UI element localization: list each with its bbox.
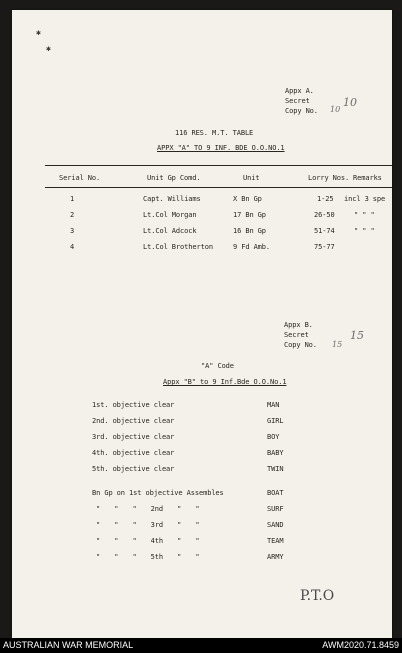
appx-b-line2: Secret — [284, 331, 309, 339]
cell-lorry-nos: 1-25 — [317, 195, 334, 203]
cell-serial: 3 — [70, 227, 75, 235]
appx-a-line3: Copy No. — [285, 107, 318, 115]
code-item-label: 4th. objective clear — [92, 449, 175, 457]
code-title: "A" Code — [201, 362, 234, 370]
document-page — [12, 10, 392, 638]
table-title: 116 RES. M.T. TABLE — [175, 129, 254, 137]
cell-remarks: " " " — [354, 227, 375, 235]
appx-a-copy-number-faint: 10 — [330, 105, 341, 114]
col-header-unit-gp-comd: Unit Gp Comd. — [147, 174, 201, 182]
code-item-word: GIRL — [267, 417, 284, 425]
code-item-word: TWIN — [267, 465, 284, 473]
cell-unit-gp-comd: Capt. Williams — [143, 195, 201, 203]
cell-serial: 2 — [70, 211, 75, 219]
code-item-label: " " " 3rd " " — [96, 521, 200, 529]
code-item-label: 3rd. objective clear — [92, 433, 175, 441]
punch-hole-mark: ✱ — [46, 44, 51, 53]
code-item-word: BOAT — [267, 489, 284, 497]
code-item-word: TEAM — [267, 537, 284, 545]
cell-lorry-nos: 75-77 — [314, 243, 335, 251]
code-item-word: MAN — [267, 401, 280, 409]
cell-unit-gp-comd: Lt.Col Morgan — [143, 211, 197, 219]
cell-serial: 1 — [70, 195, 75, 203]
code-subtitle: Appx "B" to 9 Inf.Bde O.O.No.1 — [163, 378, 287, 386]
archive-caption-bar — [0, 638, 402, 653]
cell-remarks: incl 3 spe — [344, 195, 386, 203]
punch-hole-mark: ✱ — [36, 28, 41, 37]
archive-name: AUSTRALIAN WAR MEMORIAL — [3, 640, 134, 650]
code-item-label: 2nd. objective clear — [92, 417, 175, 425]
appx-b-line3: Copy No. — [284, 341, 317, 349]
cell-remarks: " " " — [354, 211, 375, 219]
code-item-label: 5th. objective clear — [92, 465, 175, 473]
table-subtitle: APPX "A" TO 9 INF. BDE O.O.NO.1 — [157, 144, 285, 152]
code-item-word: SURF — [267, 505, 284, 513]
cell-unit: 9 Fd Amb. — [233, 243, 271, 251]
col-header-remarks: Remarks — [353, 174, 382, 182]
appx-a-line1: Appx A. — [285, 87, 314, 95]
code-item-word: BABY — [267, 449, 284, 457]
cell-serial: 4 — [70, 243, 75, 251]
cell-unit: 17 Bn Gp — [233, 211, 266, 219]
cell-lorry-nos: 51-74 — [314, 227, 335, 235]
table-header-rule — [45, 187, 392, 188]
cell-unit-gp-comd: Lt.Col Adcock — [143, 227, 197, 235]
code-item-label: " " " 2nd " " — [96, 505, 200, 513]
pto-note: P.T.O — [300, 588, 335, 604]
archive-id: AWM2020.71.8459 — [322, 640, 399, 650]
appx-b-copy-number-faint: 15 — [332, 340, 343, 349]
cell-unit: 16 Bn Gp — [233, 227, 266, 235]
col-header-serial: Serial No. — [59, 174, 101, 182]
cell-unit: X Bn Gp — [233, 195, 262, 203]
code-item-word: SAND — [267, 521, 284, 529]
code-item-label: 1st. objective clear — [92, 401, 175, 409]
appx-b-copy-number: 15 — [350, 329, 364, 342]
appx-b-line1: Appx B. — [284, 321, 313, 329]
table-top-rule — [45, 165, 392, 166]
code-item-word: BOY — [267, 433, 280, 441]
appx-a-line2: Secret — [285, 97, 310, 105]
col-header-unit: Unit — [243, 174, 260, 182]
code-item-label: " " " 4th " " — [96, 537, 200, 545]
code-item-label: " " " 5th " " — [96, 553, 200, 561]
code-item-label: Bn Gp on 1st objective Assembles — [92, 489, 224, 497]
cell-lorry-nos: 26-50 — [314, 211, 335, 219]
cell-unit-gp-comd: Lt.Col Brotherton — [143, 243, 213, 251]
appx-a-copy-number: 10 — [343, 96, 357, 109]
code-item-word: ARMY — [267, 553, 284, 561]
col-header-lorry-nos: Lorry Nos. — [308, 174, 350, 182]
